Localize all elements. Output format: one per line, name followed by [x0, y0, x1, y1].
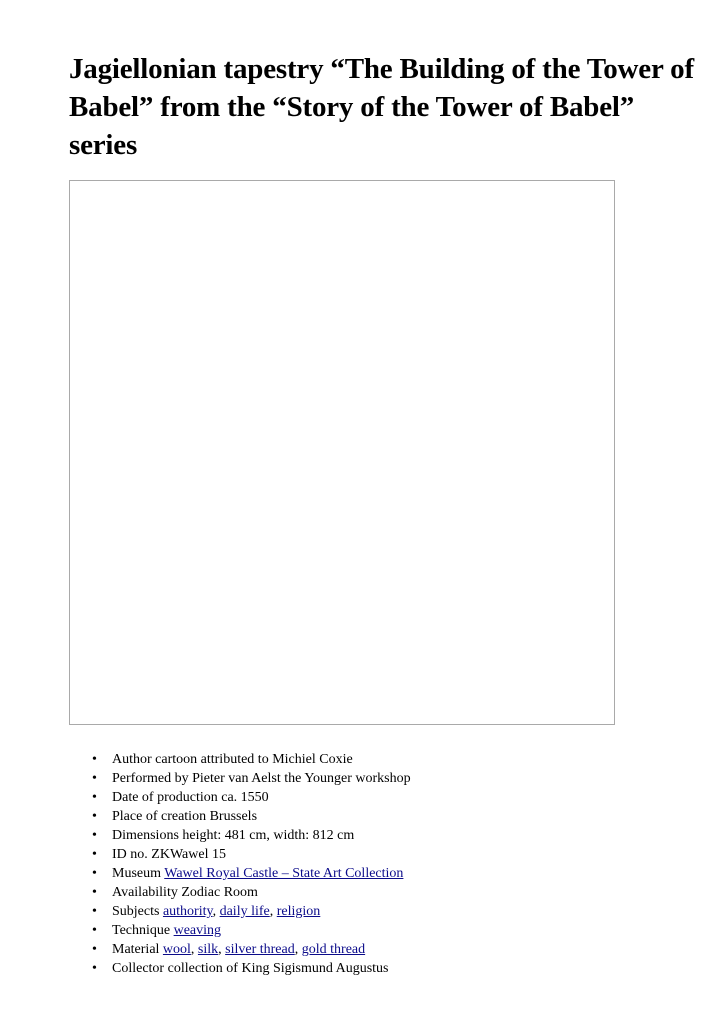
list-item-museum [92, 864, 411, 883]
bullet-icon: • [92, 904, 97, 919]
bullet-icon: • [92, 923, 97, 938]
list-item-performed-by [92, 769, 411, 788]
bullet-icon: • [92, 885, 97, 900]
list-item-collector [92, 959, 411, 978]
material-label: Material [112, 942, 160, 957]
collector-value: collection of King Sigismund Augustus [167, 961, 389, 976]
subject-link-religion[interactable]: religion [276, 904, 321, 919]
id-value: ZKWawel 15 [151, 847, 226, 862]
date-label: Date of production [112, 790, 218, 805]
museum-link[interactable]: Wawel Royal Castle – State Art Collection [164, 866, 404, 881]
list-item-material [92, 940, 411, 959]
separator: , [294, 942, 302, 957]
separator: , [218, 942, 226, 957]
bullet-icon: • [92, 961, 97, 976]
page-title: Jagiellonian tapestry “The Building of the Tower of Babel” from the “Story of the Tower of Babel” series [69, 53, 694, 161]
availability-value: Zodiac Room [181, 885, 258, 900]
museum-label: Museum [112, 866, 161, 881]
bullet-icon: • [92, 771, 97, 786]
separator: , [190, 942, 198, 957]
dimensions-label: Dimensions [112, 828, 179, 843]
availability-label: Availability [112, 885, 178, 900]
collector-label: Collector [112, 961, 165, 976]
bullet-icon: • [92, 847, 97, 862]
bullet-icon: • [92, 942, 97, 957]
metadata-list [92, 750, 411, 978]
dimensions-value: height: 481 cm, width: 812 cm [182, 828, 355, 843]
material-link-wool[interactable]: wool [162, 942, 191, 957]
list-item-date [92, 788, 411, 807]
separator: , [212, 904, 220, 919]
list-item-availability [92, 883, 411, 902]
performed-by-label: Performed by [112, 771, 189, 786]
bullet-icon: • [92, 752, 97, 767]
bullet-icon: • [92, 866, 97, 881]
author-label: Author [112, 752, 152, 767]
subjects-label: Subjects [112, 904, 160, 919]
list-item-technique [92, 921, 411, 940]
material-link-silk[interactable]: silk [197, 942, 219, 957]
list-item-subjects [92, 902, 411, 921]
subject-link-daily-life[interactable]: daily life [219, 904, 270, 919]
author-value: cartoon attributed to Michiel Coxie [155, 752, 353, 767]
separator: , [269, 904, 277, 919]
material-link-gold-thread[interactable]: gold thread [301, 942, 366, 957]
place-label: Place of creation [112, 809, 207, 824]
bullet-icon: • [92, 828, 97, 843]
tapestry-image-placeholder [69, 180, 615, 725]
technique-link-weaving[interactable]: weaving [173, 923, 222, 938]
date-value: ca. 1550 [221, 790, 269, 805]
bullet-icon: • [92, 790, 97, 805]
bullet-icon: • [92, 809, 97, 824]
list-item-author [92, 750, 411, 769]
material-link-silver-thread[interactable]: silver thread [225, 942, 295, 957]
technique-label: Technique [112, 923, 171, 938]
place-value: Brussels [209, 809, 258, 824]
list-item-place [92, 807, 411, 826]
subject-link-authority[interactable]: authority [162, 904, 213, 919]
performed-by-value: Pieter van Aelst the Younger workshop [192, 771, 411, 786]
id-label: ID no. [112, 847, 148, 862]
list-item-dimensions [92, 826, 411, 845]
list-item-id [92, 845, 411, 864]
